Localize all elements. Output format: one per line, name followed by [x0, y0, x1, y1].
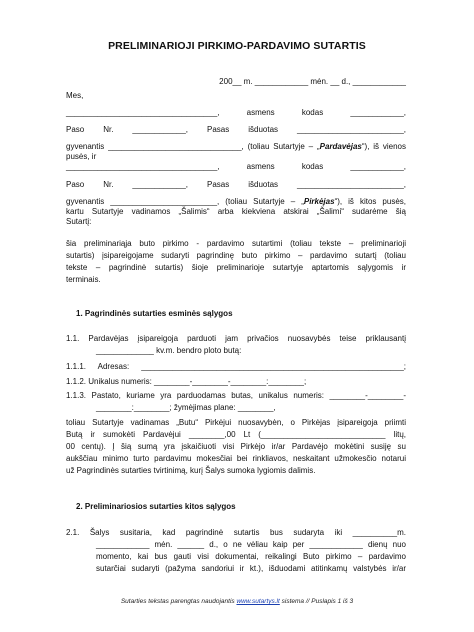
parties-line-1: kartu Sutartyje vadinamos „Šalimis“ arba kiekviena atskirai „Šalimi“ sudarėme šią	[66, 207, 406, 216]
section-1-body-2: Butą ir sumokėti Pardavėjui ________,00 Lt (____________________________ litų,	[66, 430, 406, 439]
clause-2-1-line-2: ____________ mėn. ______ d., o ne vėliau kaip per ____________ dienų nuo	[96, 540, 406, 549]
footer-link[interactable]: www.sutartys.lt	[236, 598, 280, 605]
seller-passport-line: Paso Nr. ____________, Pasas išduotas ________________________,	[66, 125, 406, 134]
clause-2-1-line-1: 2.1. Šalys susitaria, kad pagrindinė sutartis bus sudaryta iki __________m.	[66, 528, 406, 537]
seller-side-line: pusės, ir	[66, 152, 97, 161]
clause-1-1-2: 1.1.2. Unikalus numeris: ________-________-________:________;	[66, 377, 307, 386]
page-footer: Sutarties tekstas parengtas naudojantis www.sutartys.lt sistema // Puslapis 1 iš 3	[120, 598, 354, 605]
parties-line-2: Sutartį:	[66, 217, 92, 226]
intro-line-2: sutartis) įsipareigojame sudaryti pagrindinę buto pirkimo – pardavimo sutartį (toliau	[66, 251, 406, 260]
section-1-body-4: aukščiau minimo turto pardavimu mokesčiai bei rinkliavos, neskaitant užmokesčio notarui	[66, 454, 406, 463]
clause-1-1-1: 1.1.1. Adresas: ___________________________________________________________;	[66, 362, 406, 371]
clause-2-1-line-4: sutarčiai sudaryti (pažyma sandoriui ir kt.), išduodami atitinkamų valstybės ir/ar	[96, 564, 406, 573]
buyer-residence-line: gyvenantis ________________________, (toliau Sutartyje – „Pirkėjas“), iš kitos pusės,	[66, 197, 406, 206]
clause-1-1-3-line-1: 1.1.3. Pastato, kuriame yra parduodamas butas, unikalus numeris: ________-________-	[66, 391, 406, 400]
buyer-passport-line: Paso Nr. ____________, Pasas išduotas ________________________,	[66, 180, 406, 189]
section-1-body-5: už Pagrindinės sutarties tvirtinimą, kurį Šalys sumoka lygiomis dalimis.	[66, 466, 316, 475]
section-1-heading: 1. Pagrindinės sutarties esminės sąlygos	[76, 309, 233, 318]
intro-line-3: tekste – pagrindinė sutartis) šioje preliminarioje sutartyje aptartomis sąlygomis ir	[66, 263, 406, 272]
buyer-name-line: __________________________________, asmens kodas ____________,	[66, 162, 406, 171]
document-title: PRELIMINARIOJI PIRKIMO-PARDAVIMO SUTARTIS	[108, 40, 366, 52]
date-line: 200__ m. ____________ mėn. __ d., ____________	[219, 77, 406, 86]
clause-1-1-line-1: 1.1. Pardavėjas įsipareigoja parduoti jam privačios nuosavybės teise priklausantį	[66, 334, 406, 343]
clause-1-1-3-line-2: ________:________; žymėjimas plane: ________,	[96, 403, 276, 412]
clause-2-1-line-3: momento, kai bus gauti visi dokumentai, reikalingi Buto pirkimo – pardavimo	[96, 552, 406, 561]
section-2-heading: 2. Preliminariosios sutarties kitos sąlygos	[76, 502, 236, 511]
seller-role: Pardavėjas	[319, 142, 362, 151]
intro-line-1: šia preliminariąja buto pirkimo - pardavimo sutartimi (toliau tekste – preliminarioji	[66, 239, 406, 248]
seller-name-line: __________________________________, asmens kodas ____________,	[66, 108, 406, 117]
buyer-role: Pirkėjas	[303, 197, 335, 206]
intro-line-4: terminais.	[66, 275, 101, 284]
clause-1-1-line-2: _____________ kv.m. bendro ploto butą:	[96, 346, 242, 355]
mes-label: Mes,	[66, 91, 84, 100]
section-1-body-1: toliau Sutartyje vadinamas „Butu“ Pirkėjui nuosavybėn, o Pirkėjas įsipareigoja priimti	[66, 418, 406, 427]
section-1-body-3: 00 centų). Į šią sumą yra įskaičiuoti visi Pirkėjo ir/ar Pardavėjo mokėtini susiję su	[66, 442, 406, 451]
seller-residence-line: gyvenantis ______________________________, (toliau Sutartyje – „Pardavėjas“), iš vienos	[66, 142, 407, 151]
